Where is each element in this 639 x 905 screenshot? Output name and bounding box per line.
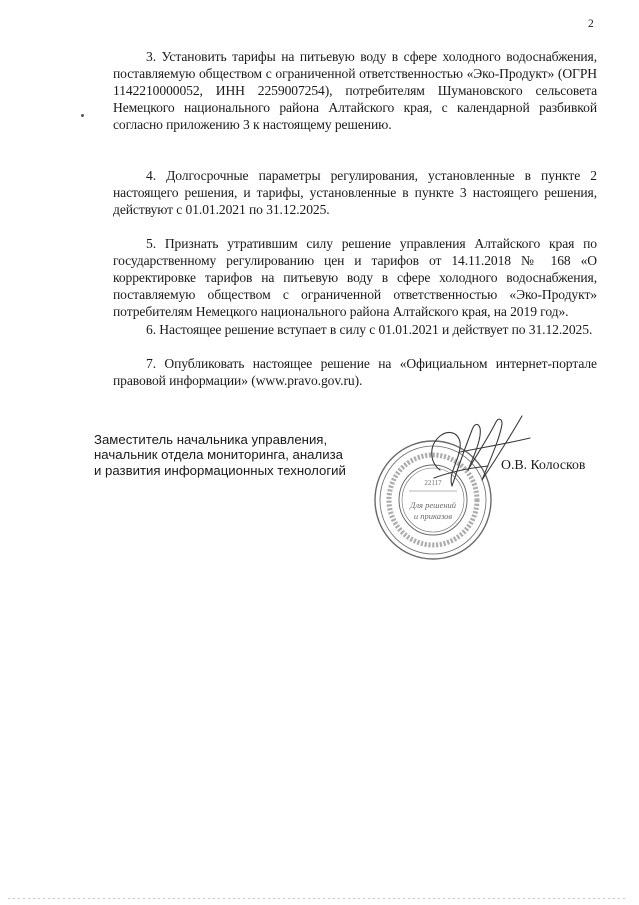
page-number: 2 <box>588 18 594 30</box>
signer-position-line-3: и развития информационных технологий <box>94 462 346 478</box>
signer-position-line-2: начальник отдела мониторинга, анализа <box>94 447 343 463</box>
paragraph-3: 3. Установить тарифы на питьевую воду в сфере холодного водоснабжения, поставляемую обществом с ограниченной ответственностью «Эко-Продукт» (ОГРН 1142210000052, ИНН 2259007254), потребителям Шумановского сельсовета Немецкого национального района Алтайского края, с календарной разбивкой согласно приложению 3 к настоящему решению. <box>113 49 597 133</box>
signer-name: О.В. Колосков <box>501 457 586 472</box>
margin-mark <box>81 114 84 117</box>
seal-text-line-2: и приказов <box>413 511 453 521</box>
scan-edge-artifact <box>8 898 628 899</box>
paragraph-4: 4. Долгосрочные параметры регулирования, установленные в пункте 2 настоящего решения, и тарифы, установленные в пункте 3 настоящего решения, действуют с 01.01.2021 по 31.12.2025. <box>113 168 597 218</box>
paragraph-7: 7. Опубликовать настоящее решение на «Официальном интернет-портале правовой информации» (www.pravo.gov.ru). <box>113 356 597 389</box>
signer-position <box>94 432 346 478</box>
paragraph-6: 6. Настоящее решение вступает в силу с 01.01.2021 и действует по 31.12.2025. <box>146 322 593 337</box>
seal-number: 22117 <box>424 479 442 487</box>
seal-text-line-1: Для решений <box>409 500 457 510</box>
paragraph-5: 5. Признать утратившим силу решение управления Алтайского края по государственному регулированию цен и тарифов от 14.11.2018 № 168 «О корректировке тарифов на питьевую воду в сфере холодного водоснабжения, поставляемую обществом с ограниченной ответственностью «Эко-Продукт» потребителям Немецкого национального района Алтайского края, на 2019 год». <box>113 236 597 320</box>
signer-position-line-1: Заместитель начальника управления, <box>94 432 328 447</box>
